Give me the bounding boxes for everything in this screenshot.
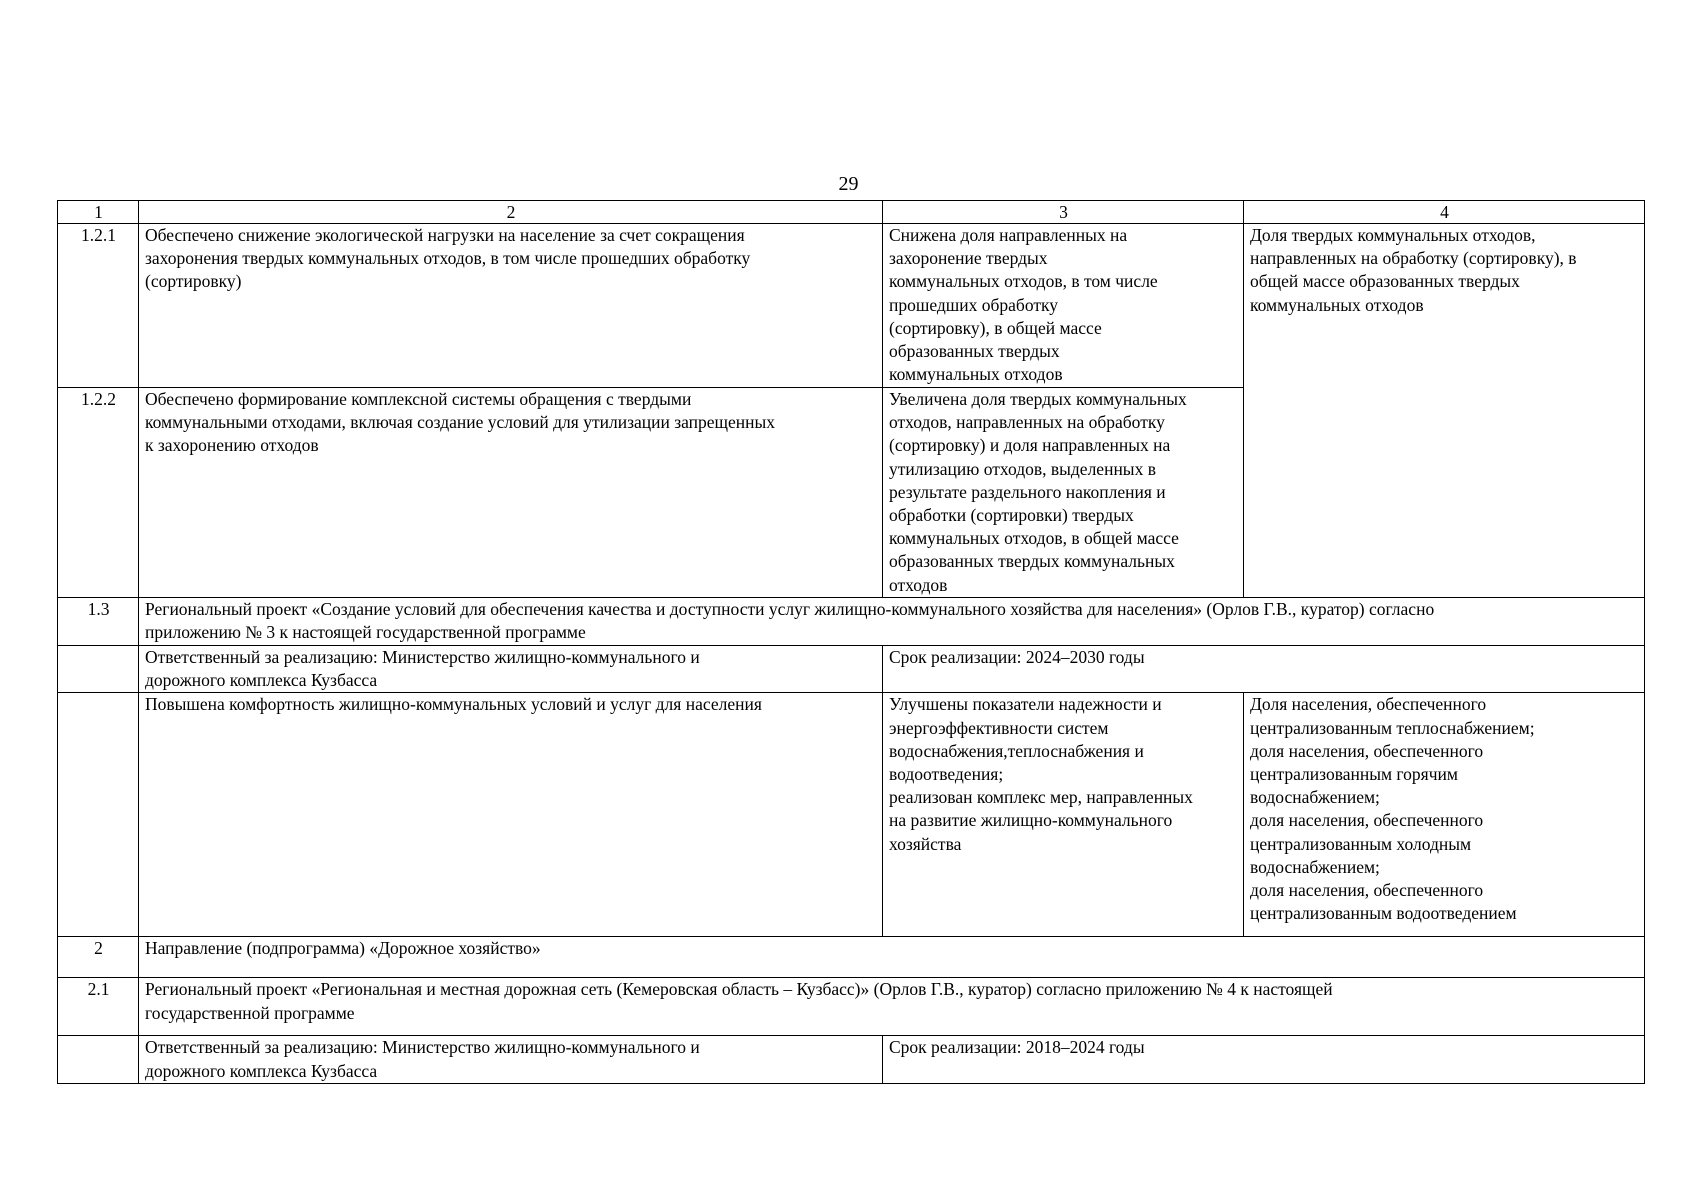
text-line: централизованным холодным	[1250, 833, 1472, 854]
text-line: отходов, направленных на обработку	[889, 412, 1165, 433]
text-line: энергоэффективности систем	[889, 717, 1109, 738]
subprogram-cell	[139, 937, 1645, 978]
text-line: (сортировку) и доля направленных на	[889, 435, 1171, 456]
row-number: 1.3	[58, 598, 139, 646]
text-line: дорожного комплекса Кузбасса	[145, 670, 378, 691]
text-line: Региональный проект «Региональная и местная дорожная сеть (Кемеровская область – Кузбасс)» (Орлов Г.В., куратор) согласно приложению № 4 к настоящей	[145, 979, 1333, 1000]
table-row	[58, 693, 1645, 937]
text-line: доля населения, обеспеченного	[1250, 810, 1484, 831]
text-line: Улучшены показатели надежности и	[889, 694, 1162, 715]
indicator-cell	[1244, 693, 1645, 937]
text-line: Обеспечено формирование комплексной системы обращения с твердыми	[145, 389, 692, 409]
text-line: результате раздельного накопления и	[889, 481, 1166, 502]
task-cell	[139, 693, 883, 937]
text-line: на развитие жилищно-коммунального	[889, 810, 1173, 831]
row-number: 1.2.1	[58, 224, 139, 388]
text-line: утилизацию отходов, выделенных в	[889, 458, 1156, 479]
text-line: образованных твердых коммунальных	[889, 551, 1175, 572]
text-line: государственной программе	[145, 1002, 355, 1023]
header-cell: 3	[883, 201, 1244, 224]
text-line: водоснабжением;	[1250, 787, 1380, 808]
text-line: приложению № 3 к настоящей государственной программе	[145, 622, 586, 643]
text-line: Снижена доля направленных на	[889, 225, 1128, 245]
header-cell: 1	[58, 201, 139, 224]
term-cell	[883, 1036, 1645, 1083]
table-row	[58, 1036, 1645, 1083]
text-line: Срок реализации: 2018–2024 годы	[889, 1037, 1145, 1058]
table-header-row	[58, 201, 1645, 224]
empty-cell	[58, 1036, 139, 1083]
text-line: Доля населения, обеспеченного	[1250, 694, 1487, 715]
text-line: направленных на обработку (сортировку), в	[1250, 248, 1577, 269]
program-table	[57, 200, 1645, 1084]
text-line: прошедших обработку	[889, 294, 1058, 315]
text-line: Увеличена доля твердых коммунальных	[889, 389, 1187, 409]
row-number: 1.2.2	[58, 388, 139, 598]
row-number: 2	[58, 937, 139, 978]
text-line: доля населения, обеспеченного	[1250, 740, 1484, 761]
text-line: общей массе образованных твердых	[1250, 271, 1520, 292]
text-line: централизованным теплоснабжением;	[1250, 717, 1535, 738]
table-row	[58, 937, 1645, 978]
text-line: коммунальными отходами, включая создание условий для утилизации запрещенных	[145, 412, 776, 433]
indicator-cell	[1244, 224, 1645, 598]
text-line: (сортировку), в общей массе	[889, 317, 1102, 338]
text-line: коммунальных отходов	[889, 364, 1063, 385]
text-line: обработки (сортировки) твердых	[889, 505, 1134, 526]
text-line: дорожного комплекса Кузбасса	[145, 1060, 378, 1081]
project-cell	[139, 598, 1645, 646]
responsible-cell	[139, 1036, 883, 1083]
text-line: хозяйства	[889, 833, 962, 854]
text-line: к захоронению отходов	[145, 435, 319, 456]
text-line: доля населения, обеспеченного	[1250, 880, 1484, 901]
result-cell	[883, 224, 1244, 388]
text-line: коммунальных отходов, в том числе	[889, 271, 1158, 292]
text-line: Обеспечено снижение экологической нагрузки на население за счет сокращения	[145, 225, 745, 245]
result-cell	[883, 388, 1244, 598]
text-line: образованных твердых	[889, 341, 1060, 362]
project-cell	[139, 978, 1645, 1036]
text-line: захоронение твердых	[889, 248, 1048, 269]
table-row	[58, 598, 1645, 646]
text-line: коммунальных отходов, в общей массе	[889, 528, 1179, 549]
empty-cell	[58, 693, 139, 937]
text-line: (сортировку)	[145, 271, 242, 292]
text-line: водоснабжения,теплоснабжения и	[889, 740, 1144, 761]
task-cell	[139, 388, 883, 598]
text-line: водоотведения;	[889, 764, 1004, 785]
responsible-cell	[139, 646, 883, 693]
text-line: Ответственный за реализацию: Министерство жилищно-коммунального и	[145, 1037, 700, 1058]
text-line: Доля твердых коммунальных отходов,	[1250, 225, 1536, 245]
text-line: отходов	[889, 574, 948, 595]
text-line: Срок реализации: 2024–2030 годы	[889, 647, 1145, 667]
page-number: 29	[838, 173, 859, 195]
text-line: реализован комплекс мер, направленных	[889, 787, 1193, 808]
text-line: захоронения твердых коммунальных отходов, в том числе прошедших обработку	[145, 248, 751, 269]
header-cell: 4	[1244, 201, 1645, 224]
text-line: Повышена комфортность жилищно-коммунальных условий и услуг для населения	[145, 694, 762, 715]
empty-cell	[58, 646, 139, 693]
text-line: коммунальных отходов	[1250, 294, 1424, 315]
text-line: Региональный проект «Создание условий для обеспечения качества и доступности услуг жилищно-коммунального хозяйства для населения» (Орлов Г.В., куратор) согласно	[145, 599, 1435, 619]
result-cell	[883, 693, 1244, 937]
term-cell	[883, 646, 1645, 693]
task-cell	[139, 224, 883, 388]
table-row	[58, 224, 1645, 388]
row-number: 2.1	[58, 978, 139, 1036]
table-row	[58, 646, 1645, 693]
text-line: водоснабжением;	[1250, 856, 1380, 877]
text-line: Направление (подпрограмма) «Дорожное хозяйство»	[145, 938, 541, 959]
text-line: централизованным горячим	[1250, 764, 1458, 785]
table-row	[58, 978, 1645, 1036]
header-cell: 2	[139, 201, 883, 224]
text-line: централизованным водоотведением	[1250, 903, 1517, 924]
text-line: Ответственный за реализацию: Министерство жилищно-коммунального и	[145, 647, 700, 667]
